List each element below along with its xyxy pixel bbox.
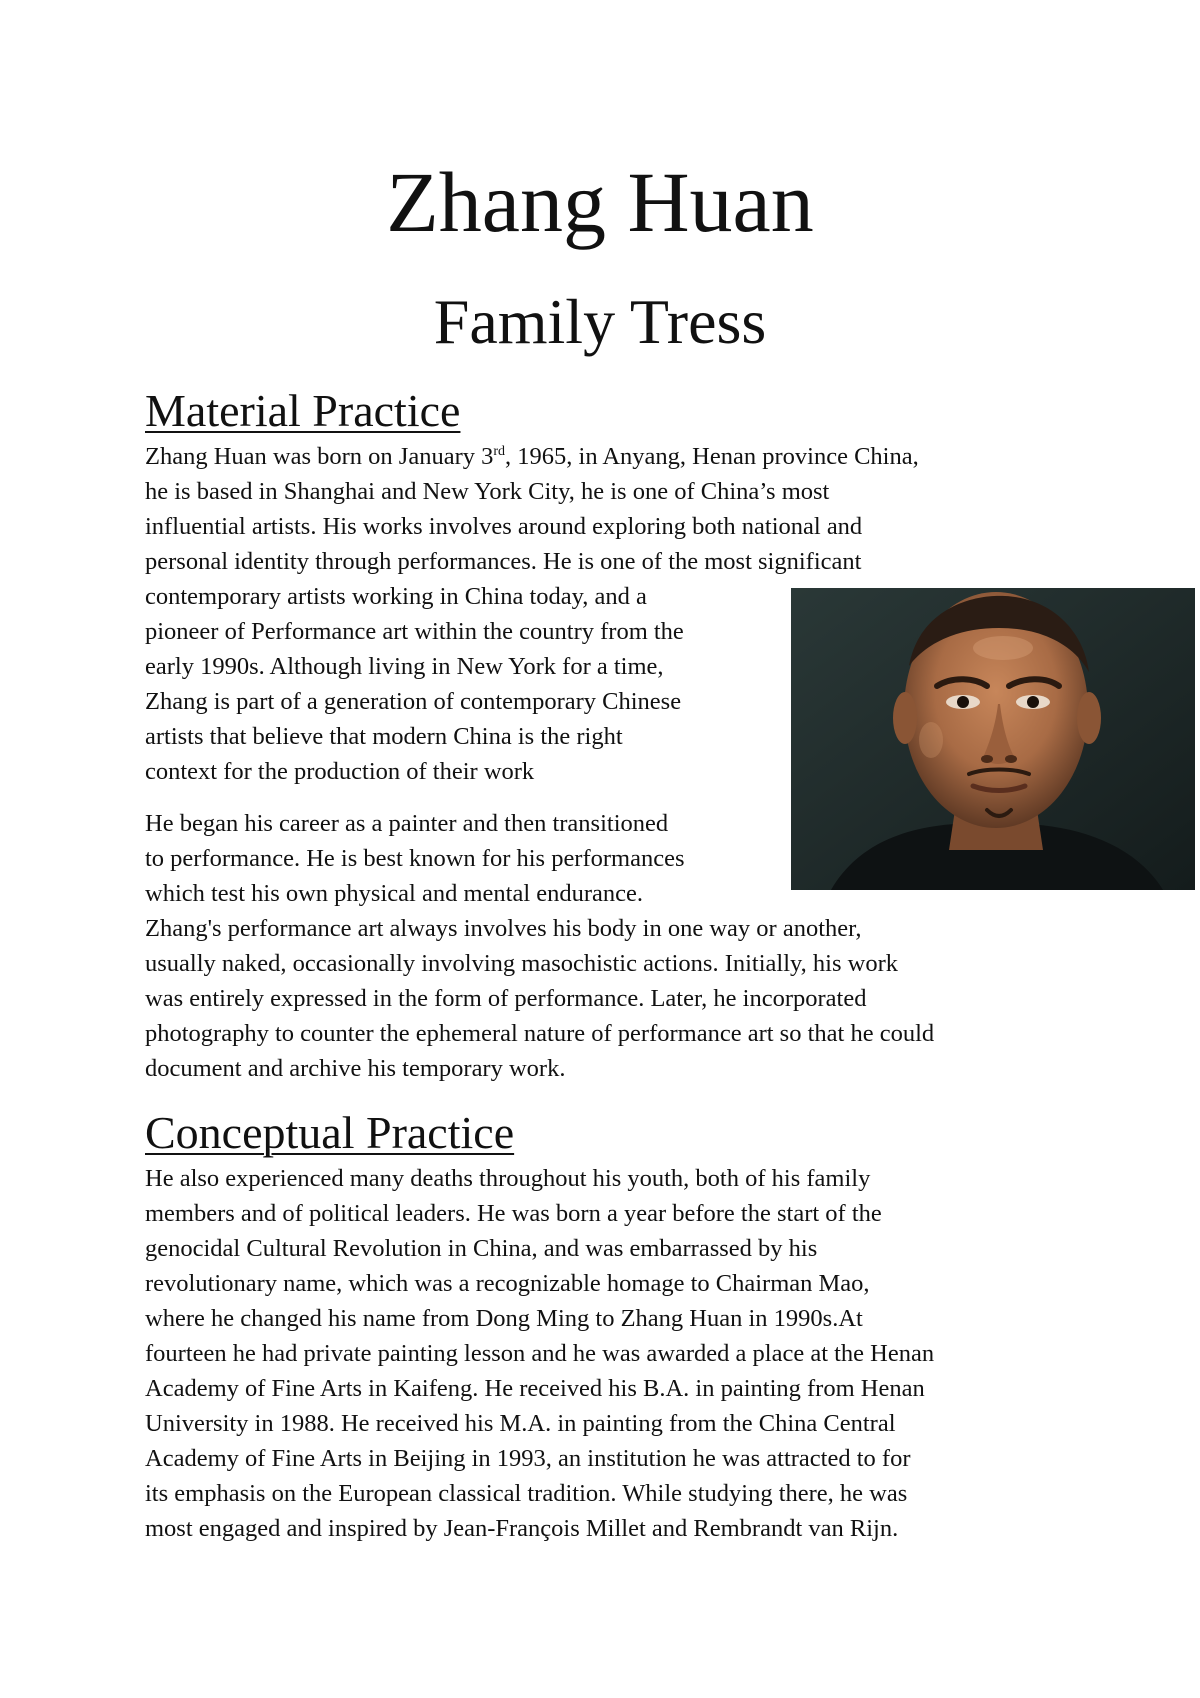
paragraph-line: context for the production of their work: [145, 758, 535, 785]
right-pupil-shape: [1027, 696, 1039, 708]
paragraph-line: University in 1988. He received his M.A. in painting from the China Central: [145, 1410, 896, 1437]
paragraph-line: photography to counter the ephemeral nature of performance art so that he could: [145, 1020, 935, 1047]
page-title: Zhang Huan: [386, 154, 814, 250]
paragraph-line: Academy of Fine Arts in Beijing in 1993, an institution he was attracted to for: [145, 1445, 911, 1472]
conceptual-practice-paragraph-1: [145, 1161, 934, 1546]
text-run: , 1965, in Anyang, Henan province China,: [505, 443, 919, 470]
paragraph-line: usually naked, occasionally involving masochistic actions. Initially, his work: [145, 950, 899, 977]
paragraph-line: Academy of Fine Arts in Kaifeng. He received his B.A. in painting from Henan: [145, 1375, 925, 1402]
paragraph-line: pioneer of Performance art within the country from the: [145, 618, 684, 645]
paragraph-line: members and of political leaders. He was born a year before the start of the: [145, 1200, 882, 1227]
right-nostril-shape: [1005, 755, 1017, 763]
paragraph-line: early 1990s. Although living in New York for a time,: [145, 653, 664, 680]
section-heading-material-practice: Material Practice: [145, 385, 461, 436]
cheek-highlight-shape: [919, 722, 943, 758]
paragraph-line: revolutionary name, which was a recognizable homage to Chairman Mao,: [145, 1270, 870, 1297]
paragraph-line: He also experienced many deaths throughout his youth, both of his family: [145, 1165, 871, 1192]
paragraph-line: He began his career as a painter and then transitioned: [145, 810, 669, 837]
left-ear-shape: [893, 692, 917, 744]
paragraph-line: genocidal Cultural Revolution in China, and was embarrassed by his: [145, 1235, 818, 1262]
paragraph-line: which test his own physical and mental endurance.: [145, 880, 644, 907]
artist-portrait-photo: [791, 588, 1195, 890]
forehead-highlight-shape: [973, 636, 1033, 660]
portrait-illustration: [791, 588, 1195, 890]
paragraph-line: to performance. He is best known for his performances: [145, 845, 685, 872]
text-run: Zhang Huan was born on January 3: [145, 443, 494, 470]
paragraph-line: where he changed his name from Dong Ming to Zhang Huan in 1990s.At: [145, 1305, 863, 1332]
paragraph-line: influential artists. His works involves around exploring both national and: [145, 513, 863, 540]
paragraph-line: Zhang is part of a generation of contemporary Chinese: [145, 688, 682, 715]
ordinal-superscript: rd: [493, 443, 506, 459]
section-heading-conceptual-practice: Conceptual Practice: [145, 1107, 515, 1158]
paragraph-line: document and archive his temporary work.: [145, 1055, 566, 1082]
paragraph-line: artists that believe that modern China is the right: [145, 723, 623, 750]
right-ear-shape: [1077, 692, 1101, 744]
paragraph-line: contemporary artists working in China today, and a: [145, 583, 647, 610]
paragraph-line: personal identity through performances. He is one of the most significant: [145, 548, 862, 575]
paragraph-line: [145, 439, 919, 474]
paragraph-line: Zhang's performance art always involves his body in one way or another,: [145, 915, 862, 942]
left-pupil-shape: [957, 696, 969, 708]
paragraph-line: he is based in Shanghai and New York City, he is one of China’s most: [145, 478, 830, 505]
page-subtitle: Family Tress: [433, 286, 767, 357]
paragraph-line: its emphasis on the European classical tradition. While studying there, he was: [145, 1480, 908, 1507]
paragraph-line: was entirely expressed in the form of performance. Later, he incorporated: [145, 985, 867, 1012]
paragraph-line: most engaged and inspired by Jean-François Millet and Rembrandt van Rijn.: [145, 1515, 899, 1542]
paragraph-line: fourteen he had private painting lesson and he was awarded a place at the Henan: [145, 1340, 935, 1367]
left-nostril-shape: [981, 755, 993, 763]
